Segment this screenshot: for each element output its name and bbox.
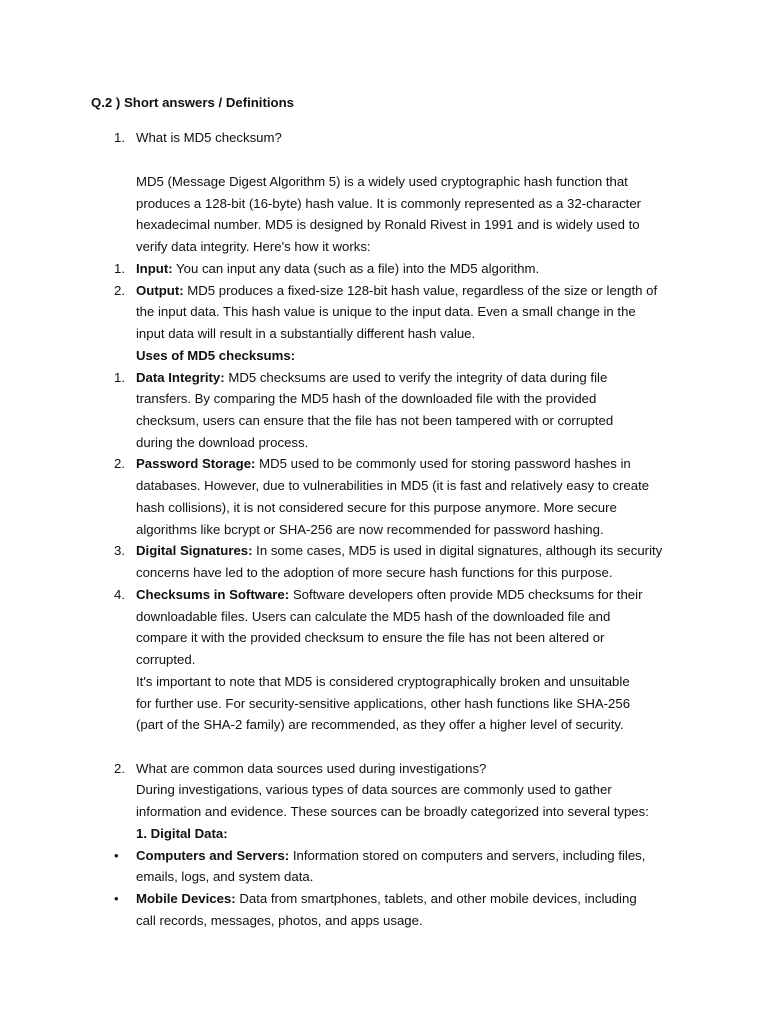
uses-item-line: hash collisions), it is not considered secure for this purpose anymore. More secure <box>136 500 617 515</box>
q1-intro-line: produces a 128-bit (16-byte) hash value. It is commonly represented as a 32-character <box>136 196 642 211</box>
how-item-number: 1. <box>114 261 125 276</box>
uses-item-line: downloadable files. Users can calculate the MD5 hash of the downloaded file and <box>136 609 611 624</box>
q2-number: 2. <box>114 761 125 776</box>
q2-question: What are common data sources used during investigations? <box>136 761 487 776</box>
q2-intro-line: During investigations, various types of data sources are commonly used to gather <box>136 782 612 797</box>
how-item-output-line: input data will result in a substantially different hash value. <box>136 326 476 341</box>
bullet-icon: • <box>114 848 119 863</box>
q2-item-computers-servers: Computers and Servers: Information stored on computers and servers, including files, <box>136 848 646 863</box>
how-item-output: Output: MD5 produces a fixed-size 128-bit hash value, regardless of the size or length of <box>136 283 658 298</box>
bullet-icon: • <box>114 891 119 906</box>
q1-intro-line: hexadecimal number. MD5 is designed by Ronald Rivest in 1991 and is widely used to <box>136 217 640 232</box>
q1-intro-line: MD5 (Message Digest Algorithm 5) is a widely used cryptographic hash function that <box>136 174 628 189</box>
q1-number: 1. <box>114 130 125 145</box>
uses-item-line: corrupted. <box>136 652 196 667</box>
q2-section-title: 1. Digital Data: <box>136 826 228 841</box>
q2-item-mobile-devices: Mobile Devices: Data from smartphones, tablets, and other mobile devices, including <box>136 891 637 906</box>
q2-item-line: call records, messages, photos, and apps usage. <box>136 913 423 928</box>
uses-item-line: concerns have led to the adoption of more secure hash functions for this purpose. <box>136 565 613 580</box>
uses-item-number: 3. <box>114 543 125 558</box>
uses-item-data-integrity: Data Integrity: MD5 checksums are used to verify the integrity of data during file <box>136 370 608 385</box>
q1-note-line: (part of the SHA-2 family) are recommended, as they offer a higher level of security. <box>136 717 624 732</box>
q2-intro-line: information and evidence. These sources can be broadly categorized into several types: <box>136 804 649 819</box>
uses-item-number: 1. <box>114 370 125 385</box>
uses-item-number: 4. <box>114 587 125 602</box>
q2-item-line: emails, logs, and system data. <box>136 869 314 884</box>
uses-item-line: algorithms like bcrypt or SHA-256 are now recommended for password hashing. <box>136 522 604 537</box>
uses-item-password-storage: Password Storage: MD5 used to be commonly used for storing password hashes in <box>136 456 631 471</box>
uses-item-line: during the download process. <box>136 435 309 450</box>
how-item-output-line: the input data. This hash value is unique to the input data. Even a small change in the <box>136 304 636 319</box>
uses-item-line: compare it with the provided checksum to ensure the file has not been altered or <box>136 630 605 645</box>
how-item-input: Input: You can input any data (such as a file) into the MD5 algorithm. <box>136 261 540 276</box>
uses-item-line: checksum, users can ensure that the file has not been tampered with or corrupted <box>136 413 614 428</box>
uses-item-checksums-software: Checksums in Software: Software developers often provide MD5 checksums for their <box>136 587 643 602</box>
q1-question: What is MD5 checksum? <box>136 130 282 145</box>
q1-note-line: It's important to note that MD5 is considered cryptographically broken and unsuitable <box>136 674 630 689</box>
uses-item-line: transfers. By comparing the MD5 hash of the downloaded file with the provided <box>136 391 597 406</box>
uses-item-number: 2. <box>114 456 125 471</box>
how-item-number: 2. <box>114 283 125 298</box>
q1-intro-line: verify data integrity. Here's how it works: <box>136 239 371 254</box>
uses-item-line: databases. However, due to vulnerabilities in MD5 (it is fast and relatively easy to create <box>136 478 650 493</box>
section-heading: Q.2 ) Short answers / Definitions <box>91 95 294 110</box>
uses-title: Uses of MD5 checksums: <box>136 348 296 363</box>
q1-note-line: for further use. For security-sensitive applications, other hash functions like SHA-256 <box>136 696 631 711</box>
uses-item-digital-signatures: Digital Signatures: In some cases, MD5 is used in digital signatures, although its security <box>136 543 663 558</box>
